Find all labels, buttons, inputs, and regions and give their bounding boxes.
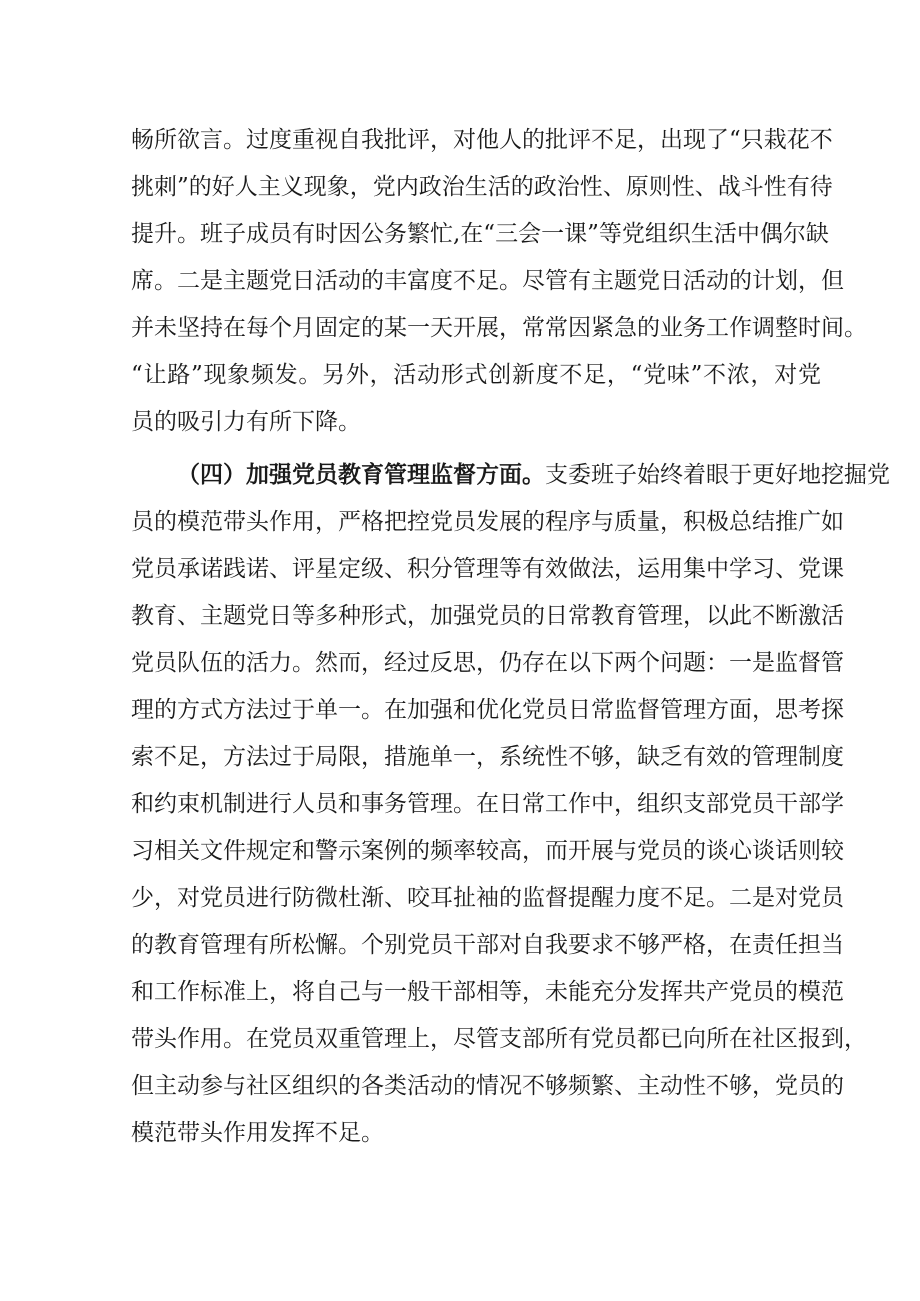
text-line: 索不足，方法过于局限，措施单一，系统性不够，缺乏有效的管理制度 — [131, 744, 844, 770]
text-line: 理的方式方法过于单一。在加强和优化党员日常监督管理方面，思考探 — [131, 697, 844, 723]
text-line: 党员承诺践诺、评星定级、积分管理等有效做法，运用集中学习、党课 — [131, 556, 844, 582]
text-line: 并未坚持在每个月固定的某一天开展，常常因紧急的业务工作调整时间。 — [131, 315, 867, 341]
text-line: 但主动参与社区组织的各类活动的情况不够频繁、主动性不够，党员的 — [131, 1073, 844, 1099]
text-line: 少，对党员进行防微杜渐、咬耳扯袖的监督提醒力度不足。二是对党员 — [131, 885, 844, 911]
section-first-line-text: 支委班子始终着眼于更好地挖掘党 — [545, 462, 890, 488]
text-line: 教育、主题党日等多种形式，加强党员的日常教育管理，以此不断激活 — [131, 603, 844, 629]
text-line: 畅所欲言。过度重视自我批评，对他人的批评不足，出现了“只栽花不 — [131, 127, 833, 153]
section-first-line — [131, 452, 890, 499]
text-line: 和工作标准上，将自己与一般干部相等，未能充分发挥共产党员的模范 — [131, 979, 844, 1005]
text-line: 带头作用。在党员双重管理上，尽管支部所有党员都已向所在社区报到， — [131, 1026, 867, 1052]
text-line: 习相关文件规定和警示案例的频率较高，而开展与党员的谈心谈话则较 — [131, 838, 844, 864]
text-line: 模范带头作用发挥不足。 — [131, 1120, 384, 1146]
text-line: 和约束机制进行人员和事务管理。在日常工作中，组织支部党员干部学 — [131, 791, 844, 817]
text-line: 的教育管理有所松懈。个别党员干部对自我要求不够严格，在责任担当 — [131, 932, 844, 958]
text-line: “让路”现象频发。另外，活动形式创新度不足，“党味”不浓，对党 — [131, 362, 821, 388]
text-line: 挑刺”的好人主义现象，党内政治生活的政治性、原则性、战斗性有待 — [131, 174, 833, 200]
text-line: 员的模范带头作用，严格把控党员发展的程序与质量，积极总结推广如 — [131, 509, 844, 535]
text-line: 员的吸引力有所下降。 — [131, 409, 361, 435]
text-line: 提升。班子成员有时因公务繁忙,在“三会一课”等党组织生活中偶尔缺 — [131, 221, 829, 247]
paragraph-section-four — [131, 452, 890, 1157]
paragraph-continuation — [131, 117, 867, 446]
text-line: 席。二是主题党日活动的丰富度不足。尽管有主题党日活动的计划，但 — [131, 268, 844, 294]
section-heading: （四）加强党员教育管理监督方面。 — [177, 462, 545, 488]
text-line: 党员队伍的活力。然而，经过反思，仍存在以下两个问题：一是监督管 — [131, 650, 844, 676]
